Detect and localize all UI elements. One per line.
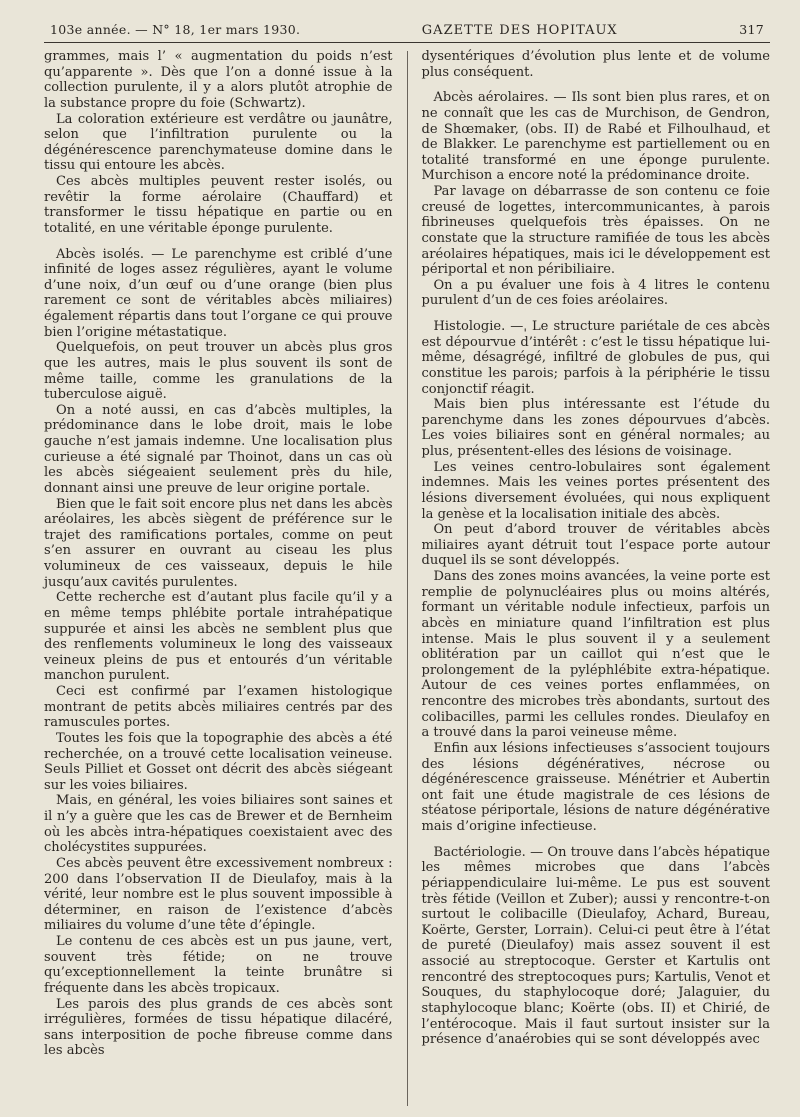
paragraph: Toutes les fois que la topographie des abcès a été recherchée, on a trouvé cette localisation veineuse. Seuls Pilliet et Gosset ont décrit des abcès siégeant sur les voies biliaires. xyxy=(44,730,393,793)
right-column xyxy=(421,49,770,1106)
paragraph: On a pu évaluer une fois à 4 litres le contenu purulent d’un de ces foies aréolaires. xyxy=(421,277,770,309)
paragraph: dysentériques d’évolution plus lente et de volume plus conséquent. xyxy=(421,49,770,80)
paragraph: Histologie. —ˌ Le structure pariétale de ces abcès est dépourvue d’intérêt : c’est le tissu hépatique lui-même, désagrégé, infiltré de globules de pus, qui constitue les parois; parfois à la périphérie le tissu conjonctif réagit. xyxy=(421,319,770,397)
paragraph: Le contenu de ces abcès est un pus jaune, vert, souvent très fétide; on ne trouve qu’exceptionnellement la teinte brunâtre si fréquente dans les abcès tropicaux. xyxy=(44,934,393,996)
paragraph: Enfin aux lésions infectieuses s’associent toujours des lésions dégénératives, nécrose ou dégénérescence graisseuse. Ménétrier et Aubertin ont fait une étude magistrale de ces lésions de stéatose périportale, lésions de nature dégénérative mais d’origine infectieuse. xyxy=(421,740,770,834)
header-rule xyxy=(44,42,770,43)
paragraph: Cette recherche est d’autant plus facile qu’il y a en même temps phlébite portale intrahépatique suppurée et ainsi les abcès ne semblent plus que des renflements volumineux le long des vaisseaux veineux pleins de pus et entourés d’un véritable manchon purulent. xyxy=(44,590,393,684)
paragraph: On peut d’abord trouver de véritables abcès miliaires ayant détruit tout l’espace porte autour duquel ils se sont développés. xyxy=(421,522,770,569)
paragraph: Abcès aérolaires. — Ils sont bien plus rares, et on ne connaît que les cas de Murchison, de Gendron, de Shœmaker, (obs. II) de Rabé et Filhoulhaud, et de Blakker. Le parenchyme est partiellement ou en totalité transformé en une éponge purulente. Murchison a encore noté la prédominance droite. xyxy=(421,90,770,184)
paragraph: Par lavage on débarrasse de son contenu ce foie creusé de logettes, intercommunicantes, à parois fibrineuses quelquefois très épaisses. On ne constate que la structure ramifiée de tous les abcès aréolaires hépatiques, mais ici le développement est périportal et non péribiliaire. xyxy=(421,184,770,278)
paragraph: Bien que le fait soit encore plus net dans les abcès aréolaires, les abcès siègent de préférence sur le trajet des ramifications portales, comme on peut s’en assurer en ouvrant au ciseau les plus volumineux de ces vaisseaux, depuis le hile jusqu’aux cavités purulentes. xyxy=(44,496,393,590)
paragraph: Ces abcès peuvent être excessivement nombreux : 200 dans l’observation II de Dieulafoy, mais à la vérité, leur nombre est le plus souvent impossible à déterminer, en raison de l’existence d’abcès miliaires du volume d’une tête d’épingle. xyxy=(44,855,393,934)
paragraph: Dans des zones moins avancées, la veine porte est remplie de polynucléaires plus ou moins altérés, formant un véritable nodule infectieux, parfois un abcès en miniature quand l’infiltration est plus intense. Mais le plus souvent il y a seulement oblitération par un caillot qui n’est que le prolongement de la pyléphlébite extra-hépatique. Autour de ces veines portes enflammées, on rencontre des microbes très abondants, surtout des colibacilles, parmi les cellules rondes. Dieulafoy en a trouvé dans la paroi veineuse même. xyxy=(421,569,770,741)
issue-info: 103e année. — N° 18, 1er mars 1930. xyxy=(50,22,301,37)
paragraph: Ces abcès multiples peuvent rester isolés, ou revêtir la forme aérolaire (Chauffard) et transformer le tissu hépatique en partie ou en totalité, en une véritable éponge purulente. xyxy=(44,174,393,236)
paragraph: Mais, en général, les voies biliaires sont saines et il n’y a guère que les cas de Brewer et de Bernheim où les abcès intra-hépatiques coexistaient avec des cholécystites suppurées. xyxy=(44,793,393,856)
journal-title: GAZETTE DES HOPITAUX xyxy=(421,23,618,38)
paragraph: Les veines centro-lobulaires sont également indemnes. Mais les veines portes présentent des lésions diversement évoluées, qui nous expliquent la genèse et la localisation initiale des abcès. xyxy=(421,459,770,522)
paragraph: grammes, mais l’ « augmentation du poids n’est qu’apparente ». Dès que l’on a donné issue à la collection purulente, il y a alors plutôt atrophie de la substance propre du foie (Schwartz). xyxy=(44,49,393,111)
paragraph: Abcès isolés. — Le parenchyme est criblé d’une infinité de loges assez régulières, ayant le volume d’une noix, d’un œuf ou d’une orange (bien plus rarement ce sont de véritables abcès miliaires) également répartis dans tout l’organe ce qui prouve bien l’origine métastatique. xyxy=(44,246,393,340)
paragraph: Mais bien plus intéressante est l’étude du parenchyme dans les zones dépourvues d’abcès. Les voies biliaires sont en général normales; au plus, présentent-elles des lésions de voisinage. xyxy=(421,397,770,459)
left-column xyxy=(44,49,393,1106)
page-number: 317 xyxy=(739,22,764,37)
running-header xyxy=(44,22,770,42)
column-divider xyxy=(407,51,408,1106)
paragraph: Bactériologie. — On trouve dans l’abcès hépatique les mêmes microbes que dans l’abcès périappendiculaire lui-même. Le pus est souvent très fétide (Veillon et Zuber); aussi y rencontre-t-on surtout le colibacille (Dieulafoy, Achard, Bureau, Koërte, Gerster, Lorrain). Celui-ci peut être à l’état de pureté (Dieulafoy) mais assez souvent il est associé au streptocoque. Gerster et Kartulis ont rencontré des streptocoques purs; Kartulis, Venot et Souques, du staphylocoque doré; Jalaguier, du staphylocoque blanc; Koërte (obs. II) et Chirié, de l’entérocoque. Mais il faut surtout insister sur la présence d’anaérobies qui se sont développés avec xyxy=(421,844,770,1048)
paragraph: On a noté aussi, en cas d’abcès multiples, la prédominance dans le lobe droit, mais le lobe gauche n’est jamais indemne. Une localisation plus curieuse a été signalé par Thoinot, dans un cas où les abcès siégeaient seulement près du hile, donnant ainsi une preuve de leur origine portale. xyxy=(44,402,393,496)
paragraph: Les parois des plus grands de ces abcès sont irrégulières, formées de tissu hépatique dilacéré, sans interposition de poche fibreuse comme dans les abcès xyxy=(44,996,393,1059)
paragraph: La coloration extérieure est verdâtre ou jaunâtre, selon que l’infiltration purulente ou la dégénérescence parenchymateuse domine dans le tissu qui entoure les abcès. xyxy=(44,111,393,174)
text-columns xyxy=(44,49,770,1106)
paragraph: Quelquefois, on peut trouver un abcès plus gros que les autres, mais le plus souvent ils sont de même taille, comme les granulations de la tuberculose aiguë. xyxy=(44,340,393,403)
paragraph: Ceci est confirmé par l’examen histologique montrant de petits abcès miliaires centrés par des ramuscules portes. xyxy=(44,684,393,731)
